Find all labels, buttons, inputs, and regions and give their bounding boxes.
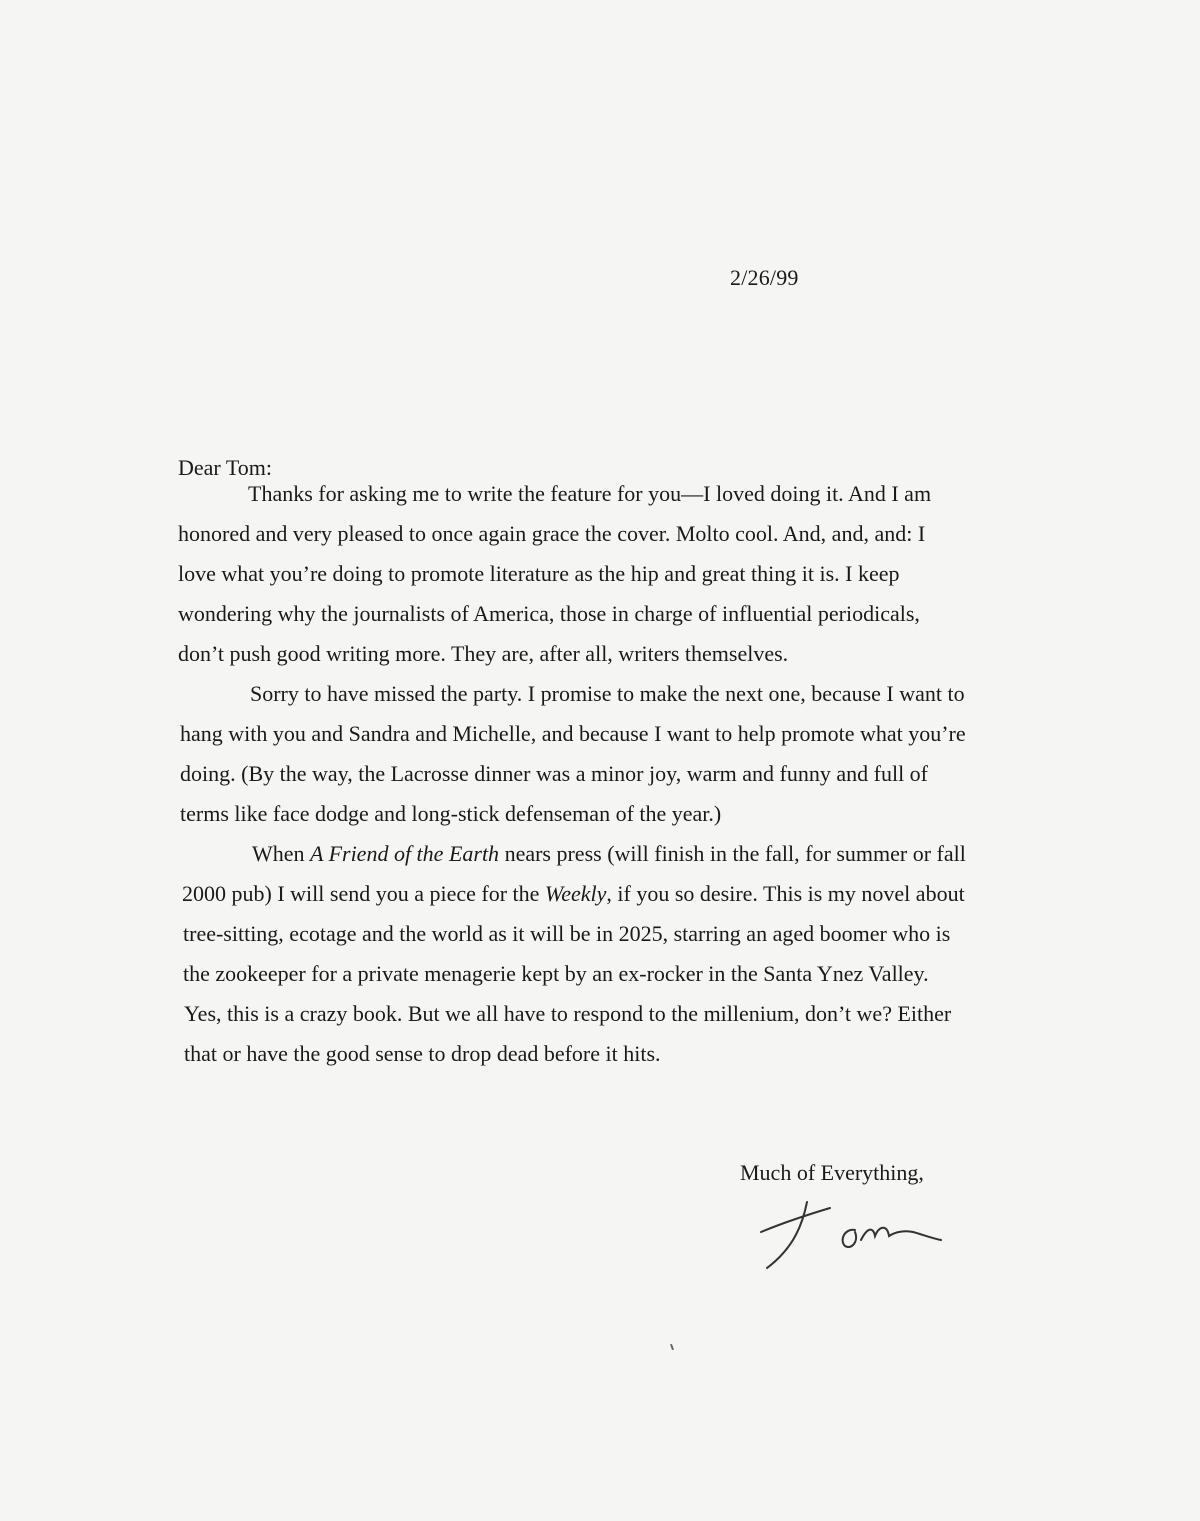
paragraph-1-line-1: Thanks for asking me to write the feature for you—I loved doing it. And I am [248, 481, 932, 506]
paragraph-3-line-1 [252, 841, 966, 867]
p3-line2-before: 2000 pub) I will send you a piece for the [182, 881, 545, 906]
paragraph-1-line-3: love what you’re doing to promote literature as the hip and great thing it is. I keep [178, 561, 900, 586]
paragraph-3-line-4: the zookeeper for a private menagerie kept by an ex-rocker in the Santa Ynez Valley. [183, 961, 929, 986]
salutation: Dear Tom: [178, 455, 272, 480]
paper-speck [670, 1344, 674, 1350]
paragraph-3-line-3: tree-sitting, ecotage and the world as it will be in 2025, starring an aged boomer who is [183, 921, 951, 946]
paragraph-1-line-4: wondering why the journalists of America, those in charge of influential periodicals, [178, 601, 920, 626]
paragraph-2-line-2: hang with you and Sandra and Michelle, and because I want to help promote what you’re [180, 721, 966, 746]
paragraph-1-line-5: don’t push good writing more. They are, after all, writers themselves. [178, 641, 789, 666]
paragraph-3-line-5: Yes, this is a crazy book. But we all have to respond to the millenium, don’t we? Either [184, 1001, 952, 1026]
paragraph-3-line-2 [182, 881, 965, 907]
p3-line1-before: When [252, 841, 311, 866]
paragraph-3-line-6: that or have the good sense to drop dead before it hits. [184, 1041, 661, 1066]
paragraph-2-line-1: Sorry to have missed the party. I promise to make the next one, because I want to [250, 681, 965, 706]
closing: Much of Everything, [740, 1160, 924, 1185]
paragraph-2-line-3: doing. (By the way, the Lacrosse dinner was a minor joy, warm and funny and full of [180, 761, 929, 786]
paragraph-1-line-2: honored and very pleased to once again grace the cover. Molto cool. And, and, and: I [178, 521, 926, 546]
handwritten-signature [755, 1192, 955, 1272]
p3-line1-after: nears press (will finish in the fall, for summer or fall [499, 841, 966, 866]
book-title: A Friend of the Earth [310, 841, 500, 866]
publication-name: Weekly [544, 881, 607, 906]
p3-line2-after: , if you so desire. This is my novel about [606, 881, 965, 906]
letter-date: 2/26/99 [730, 265, 799, 290]
paragraph-2-line-4: terms like face dodge and long-stick defenseman of the year.) [180, 801, 722, 826]
